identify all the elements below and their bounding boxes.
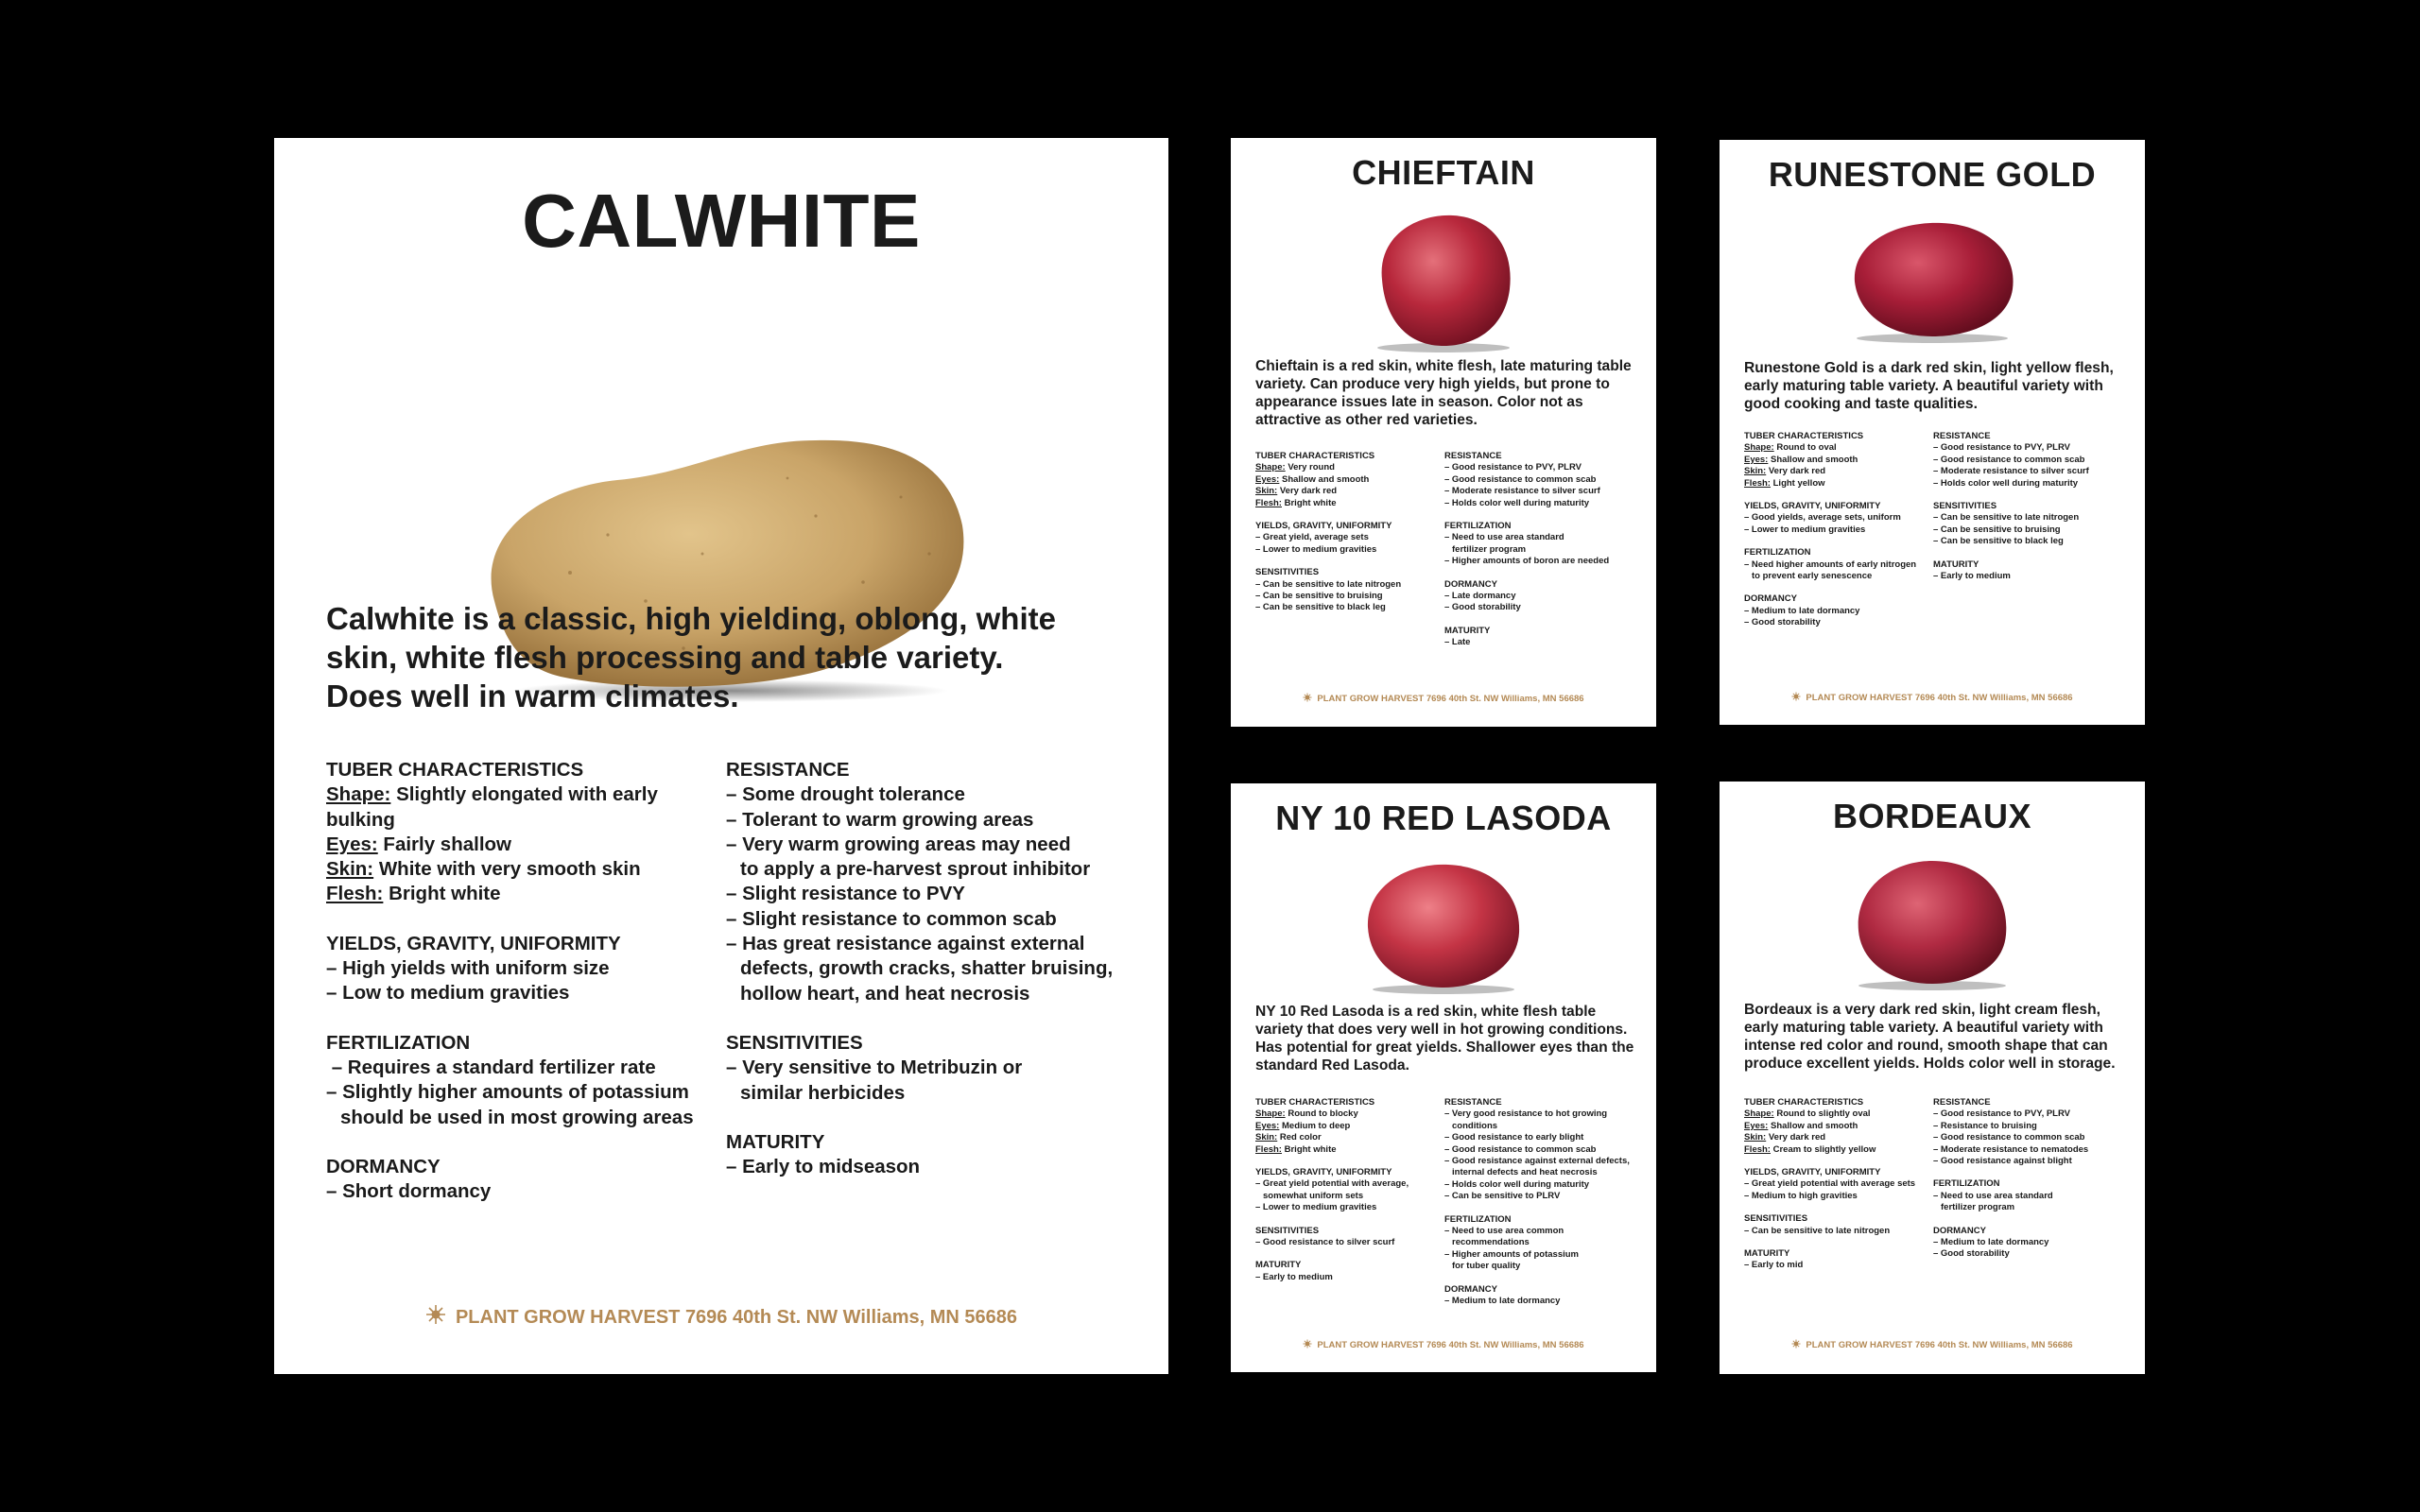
list-item: – Resistance to bruising — [1933, 1120, 2037, 1131]
right-column — [726, 758, 1139, 1204]
section-heading: MATURITY — [1933, 558, 1979, 570]
list-item: to apply a pre-harvest sprout inhibitor — [740, 858, 1091, 881]
characteristics-columns — [1744, 1097, 2141, 1272]
right-column — [1444, 1097, 1652, 1308]
card-title: RUNESTONE GOLD — [1768, 155, 2097, 194]
characteristics-columns — [1255, 451, 1652, 649]
list-item: – Can be sensitive to black leg — [1255, 602, 1386, 613]
characteristics-columns — [326, 758, 1139, 1204]
list-item: somewhat uniform sets — [1263, 1190, 1364, 1201]
section-heading: RESISTANCE — [1933, 1097, 1991, 1108]
list-item: should be used in most growing areas — [340, 1106, 694, 1128]
eyes-label: Eyes: — [1744, 1120, 1769, 1131]
list-item: similar herbicides — [740, 1081, 906, 1104]
left-column — [1744, 431, 1933, 629]
left-column — [326, 758, 726, 1204]
left-column — [1255, 451, 1444, 649]
section-heading: DORMANCY — [326, 1155, 441, 1177]
section-heading: TUBER CHARACTERISTICS — [1255, 1097, 1375, 1108]
section-heading: YIELDS, GRAVITY, UNIFORMITY — [1744, 1167, 1881, 1178]
flesh-label: Flesh: — [1744, 477, 1771, 489]
footer-text: PLANT GROW HARVEST 7696 40th St. NW Williams, MN 56686 — [1806, 1340, 2073, 1350]
list-item: – Holds color well during maturity — [1444, 497, 1590, 508]
flesh-row — [1744, 478, 1933, 490]
flesh-value: Cream to slightly yellow — [1772, 1143, 1876, 1155]
skin-value: Very dark red — [1279, 486, 1338, 497]
shape-label: Shape: — [1255, 1108, 1286, 1120]
eyes-value: Fairly shallow — [383, 833, 511, 855]
eyes-label: Eyes: — [1744, 454, 1769, 465]
footer — [1231, 1339, 1656, 1351]
section-heading: FERTILIZATION — [326, 1031, 471, 1054]
right-column — [1933, 431, 2141, 629]
flesh-value: Light yellow — [1772, 477, 1825, 489]
list-item: – Medium to late dormancy — [1444, 1296, 1561, 1307]
eyes-row — [326, 833, 726, 857]
flesh-row — [1744, 1144, 1933, 1156]
list-item: – Very good resistance to hot growing — [1444, 1108, 1608, 1120]
section-heading: TUBER CHARACTERISTICS — [1744, 431, 1864, 441]
flesh-label: Flesh: — [326, 883, 384, 905]
eyes-value: Shallow and smooth — [1771, 454, 1858, 465]
skin-label: Skin: — [1255, 1132, 1278, 1143]
left-column — [1744, 1097, 1933, 1272]
section-heading: FERTILIZATION — [1444, 521, 1512, 532]
flesh-row — [1255, 498, 1444, 509]
section-heading: YIELDS, GRAVITY, UNIFORMITY — [326, 932, 621, 954]
list-item: – Good resistance to common scab — [1444, 1143, 1597, 1155]
list-item: – Holds color well during maturity — [1933, 477, 2079, 489]
list-item: – Low to medium gravities — [326, 982, 570, 1005]
footer — [1231, 693, 1656, 705]
variety-description: Calwhite is a classic, high yielding, oblong, white skin, white flesh processing and table variety. Does well in warm climates. — [326, 601, 1056, 713]
list-item: – Good resistance to common scab — [1444, 473, 1597, 485]
section-heading: SENSITIVITIES — [1933, 501, 1997, 512]
section-heading: RESISTANCE — [1444, 1097, 1502, 1108]
list-item: – Good resistance to common scab — [1933, 1132, 2085, 1143]
section-heading: MATURITY — [1444, 625, 1491, 636]
shape-row — [1744, 442, 1933, 454]
card-title: CALWHITE — [522, 179, 921, 263]
eyes-row — [1744, 455, 1933, 466]
list-item: fertilizer program — [1452, 543, 1527, 555]
list-item: – Early to medium — [1933, 571, 2011, 582]
runestone-gold-sheet — [1720, 140, 2145, 725]
list-item: – Need to use area standard — [1444, 532, 1564, 543]
list-item: – Early to mid — [1744, 1260, 1804, 1271]
footer-text: PLANT GROW HARVEST 7696 40th St. NW Williams, MN 56686 — [1317, 694, 1584, 704]
variety-description: Runestone Gold is a dark red skin, light yellow flesh, early maturing table variety. A beautiful variety with good cooking and taste qualities. — [1744, 360, 2114, 412]
flesh-value: Bright white — [1284, 1143, 1337, 1155]
section-heading: FERTILIZATION — [1933, 1178, 2000, 1190]
footer — [274, 1304, 1168, 1331]
list-item: – Good storability — [1933, 1248, 2010, 1260]
shape-row — [1744, 1108, 1933, 1120]
skin-row — [1744, 466, 1933, 477]
shape-value: Round to oval — [1776, 442, 1837, 454]
list-item: – Can be sensitive to late nitrogen — [1933, 512, 2080, 524]
footer-text: PLANT GROW HARVEST 7696 40th St. NW Williams, MN 56686 — [1317, 1340, 1584, 1350]
eyes-row — [1255, 1121, 1444, 1132]
section-heading: SENSITIVITIES — [726, 1031, 863, 1054]
list-item: conditions — [1452, 1120, 1498, 1131]
list-item: – Can be sensitive to bruising — [1255, 591, 1383, 602]
list-item: – Need to use area common — [1444, 1226, 1564, 1237]
section-heading: SENSITIVITIES — [1744, 1213, 1808, 1225]
list-item: – Slight resistance to common scab — [726, 907, 1057, 930]
list-item: defects, growth cracks, shatter bruising, — [740, 957, 1114, 980]
list-item: – Medium to high gravities — [1744, 1190, 1858, 1201]
shape-value: Round to slightly oval — [1776, 1108, 1871, 1120]
list-item: – Moderate resistance to silver scurf — [1933, 466, 2089, 477]
flesh-value: Bright white — [1284, 497, 1337, 508]
list-item: – Tolerant to warm growing areas — [726, 808, 1034, 831]
right-column — [1933, 1097, 2141, 1272]
section-heading: TUBER CHARACTERISTICS — [1255, 451, 1375, 461]
list-item: – Slight resistance to PVY — [726, 883, 965, 905]
list-item: – Need to use area standard — [1933, 1190, 2053, 1201]
list-item: – Need higher amounts of early nitrogen — [1744, 558, 1917, 570]
footer-text: PLANT GROW HARVEST 7696 40th St. NW Williams, MN 56686 — [455, 1306, 1018, 1328]
shape-value: Very round — [1288, 462, 1335, 473]
list-item: – Lower to medium gravities — [1255, 1202, 1377, 1213]
section-heading: MATURITY — [1255, 1260, 1302, 1271]
list-item: recommendations — [1452, 1237, 1530, 1248]
list-item: – Higher amounts of boron are needed — [1444, 556, 1610, 567]
list-item: – Higher amounts of potassium — [1444, 1248, 1579, 1260]
characteristics-columns — [1255, 1097, 1652, 1308]
list-item: – Very warm growing areas may need — [726, 833, 1071, 855]
section-heading: SENSITIVITIES — [1255, 1225, 1320, 1236]
bordeaux-sheet — [1720, 782, 2145, 1374]
skin-label: Skin: — [326, 858, 374, 881]
skin-label: Skin: — [1744, 466, 1767, 477]
shape-value: Slightly elongated with early bulking — [326, 783, 658, 831]
list-item: – Late dormancy — [1444, 591, 1516, 602]
flesh-label: Flesh: — [1744, 1143, 1771, 1155]
skin-label: Skin: — [1744, 1132, 1767, 1143]
eyes-label: Eyes: — [1255, 473, 1280, 485]
flesh-label: Flesh: — [1255, 1143, 1282, 1155]
section-heading: DORMANCY — [1444, 1283, 1497, 1295]
sunburst-logo-icon — [1791, 1339, 1801, 1351]
footer — [1720, 1339, 2145, 1351]
variety-description: Chieftain is a red skin, white flesh, late maturing table variety. Can produce very high yields, but prone to appearance issues late in season. Color not as attractive as other red varieties. — [1255, 358, 1632, 428]
list-item: – Good resistance to silver scurf — [1255, 1237, 1395, 1248]
eyes-row — [1744, 1121, 1933, 1132]
section-heading: SENSITIVITIES — [1255, 567, 1320, 578]
list-item: – Good resistance to PVY, PLRV — [1933, 1108, 2071, 1120]
flesh-row — [1255, 1144, 1444, 1156]
list-item: – Has great resistance against external — [726, 933, 1085, 955]
potato-image — [1349, 204, 1538, 355]
list-item: for tuber quality — [1452, 1261, 1521, 1272]
list-item: – Early to midseason — [726, 1156, 921, 1178]
eyes-row — [1255, 474, 1444, 486]
card-title: NY 10 RED LASODA — [1275, 799, 1612, 837]
sunburst-logo-icon — [425, 1304, 446, 1331]
list-item: – Can be sensitive to black leg — [1933, 536, 2064, 547]
card-title: CHIEFTAIN — [1352, 153, 1535, 192]
list-item: – Good yields, average sets, uniform — [1744, 512, 1901, 524]
list-item: – Great yield potential with average sets — [1744, 1178, 1916, 1190]
list-item: – Late — [1444, 637, 1471, 648]
variety-description: NY 10 Red Lasoda is a red skin, white flesh table variety that does very well in hot growing conditions. Has potential for great yields. Shallower eyes than the standard Red Lasoda. — [1255, 1004, 1634, 1074]
sunburst-logo-icon — [1303, 693, 1312, 705]
sunburst-logo-icon — [1303, 1339, 1312, 1351]
eyes-label: Eyes: — [326, 833, 378, 855]
skin-row — [1255, 486, 1444, 497]
list-item: to prevent early senescence — [1752, 571, 1873, 582]
shape-row — [1255, 1108, 1444, 1120]
list-item: – Good resistance to PVY, PLRV — [1933, 442, 2071, 454]
section-heading: RESISTANCE — [726, 759, 850, 781]
section-heading: FERTILIZATION — [1744, 547, 1811, 558]
list-item: – Short dormancy — [326, 1180, 492, 1203]
list-item: – Can be sensitive to late nitrogen — [1744, 1225, 1891, 1236]
shape-label: Shape: — [1255, 462, 1286, 473]
eyes-label: Eyes: — [1255, 1120, 1280, 1131]
section-heading: DORMANCY — [1744, 593, 1797, 605]
left-column — [1255, 1097, 1444, 1308]
list-item: – Good storability — [1744, 617, 1821, 628]
list-item: – Good storability — [1444, 602, 1521, 613]
flesh-row — [326, 882, 726, 906]
eyes-value: Shallow and smooth — [1771, 1120, 1858, 1131]
list-item: – Good resistance to early blight — [1444, 1132, 1584, 1143]
potato-image — [1838, 206, 2027, 357]
section-heading: TUBER CHARACTERISTICS — [1744, 1097, 1864, 1108]
list-item: – Holds color well during maturity — [1444, 1178, 1590, 1190]
shape-label: Shape: — [1744, 442, 1774, 454]
section-heading: MATURITY — [726, 1130, 825, 1153]
sunburst-logo-icon — [1791, 692, 1801, 704]
section-heading: YIELDS, GRAVITY, UNIFORMITY — [1255, 521, 1392, 532]
list-item: – Good resistance to common scab — [1933, 454, 2085, 465]
ny10-red-lasoda-sheet — [1231, 783, 1656, 1372]
shape-value: Round to blocky — [1288, 1108, 1358, 1120]
section-heading: FERTILIZATION — [1444, 1213, 1512, 1225]
eyes-value: Medium to deep — [1282, 1120, 1351, 1131]
list-item: – Good resistance against external defects, — [1444, 1156, 1630, 1167]
list-item: – Lower to medium gravities — [1744, 524, 1866, 535]
list-item: – Great yield potential with average, — [1255, 1178, 1409, 1190]
skin-label: Skin: — [1255, 486, 1278, 497]
list-item: – Medium to late dormancy — [1933, 1237, 2049, 1248]
list-item: – Lower to medium gravities — [1255, 543, 1377, 555]
list-item: hollow heart, and heat necrosis — [740, 982, 1030, 1005]
shape-label: Shape: — [1744, 1108, 1774, 1120]
list-item: – Moderate resistance to nematodes — [1933, 1143, 2089, 1155]
list-item: – Requires a standard fertilizer rate — [326, 1056, 656, 1078]
list-item: – Moderate resistance to silver scurf — [1444, 486, 1600, 497]
list-item: – High yields with uniform size — [326, 957, 610, 980]
list-item: fertilizer program — [1941, 1202, 2015, 1213]
list-item: – Good resistance against blight — [1933, 1156, 2072, 1167]
section-heading: YIELDS, GRAVITY, UNIFORMITY — [1744, 501, 1881, 512]
list-item: – Very sensitive to Metribuzin or — [726, 1057, 1023, 1079]
list-item: – Can be sensitive to bruising — [1933, 524, 2061, 535]
section-heading: RESISTANCE — [1933, 431, 1991, 441]
skin-value: Very dark red — [1768, 466, 1826, 477]
list-item: – Slightly higher amounts of potassium — [326, 1081, 689, 1104]
list-item: – Early to medium — [1255, 1271, 1333, 1282]
section-heading: DORMANCY — [1444, 578, 1497, 590]
list-item: – Some drought tolerance — [726, 783, 965, 806]
eyes-value: Shallow and smooth — [1282, 473, 1370, 485]
skin-row — [1255, 1132, 1444, 1143]
potato-image — [1349, 850, 1538, 1001]
section-heading: DORMANCY — [1933, 1225, 1986, 1236]
list-item: – Can be sensitive to PLRV — [1444, 1191, 1561, 1202]
flesh-label: Flesh: — [1255, 497, 1282, 508]
card-title: BORDEAUX — [1832, 797, 2031, 835]
skin-value: Very dark red — [1768, 1132, 1826, 1143]
flesh-value: Bright white — [389, 883, 501, 905]
skin-row — [326, 857, 726, 882]
characteristics-columns — [1744, 431, 2141, 629]
footer — [1720, 692, 2145, 704]
section-heading: MATURITY — [1744, 1248, 1790, 1260]
list-item: – Great yield, average sets — [1255, 532, 1369, 543]
list-item: internal defects and heat necrosis — [1452, 1167, 1598, 1178]
potato-image — [1838, 848, 2027, 999]
section-heading: YIELDS, GRAVITY, UNIFORMITY — [1255, 1167, 1392, 1178]
section-heading: TUBER CHARACTERISTICS — [326, 759, 584, 781]
skin-value: Red color — [1279, 1132, 1322, 1143]
footer-text: PLANT GROW HARVEST 7696 40th St. NW Williams, MN 56686 — [1806, 693, 2073, 703]
variety-description: Bordeaux is a very dark red skin, light cream flesh, early maturing table variety. A beautiful variety with intense red color and round, smooth shape that can produce excellent yields. Holds color well in storage. — [1744, 1002, 2116, 1072]
calwhite-sheet — [274, 138, 1168, 1374]
list-item: – Good resistance to PVY, PLRV — [1444, 462, 1582, 473]
shape-label: Shape: — [326, 783, 391, 806]
list-item: – Can be sensitive to late nitrogen — [1255, 578, 1402, 590]
right-column — [1444, 451, 1652, 649]
skin-row — [1744, 1132, 1933, 1143]
list-item: – Medium to late dormancy — [1744, 605, 1860, 616]
chieftain-sheet — [1231, 138, 1656, 727]
shape-row — [326, 782, 726, 833]
skin-value: White with very smooth skin — [378, 858, 641, 881]
shape-row — [1255, 462, 1444, 473]
section-heading: RESISTANCE — [1444, 451, 1502, 461]
